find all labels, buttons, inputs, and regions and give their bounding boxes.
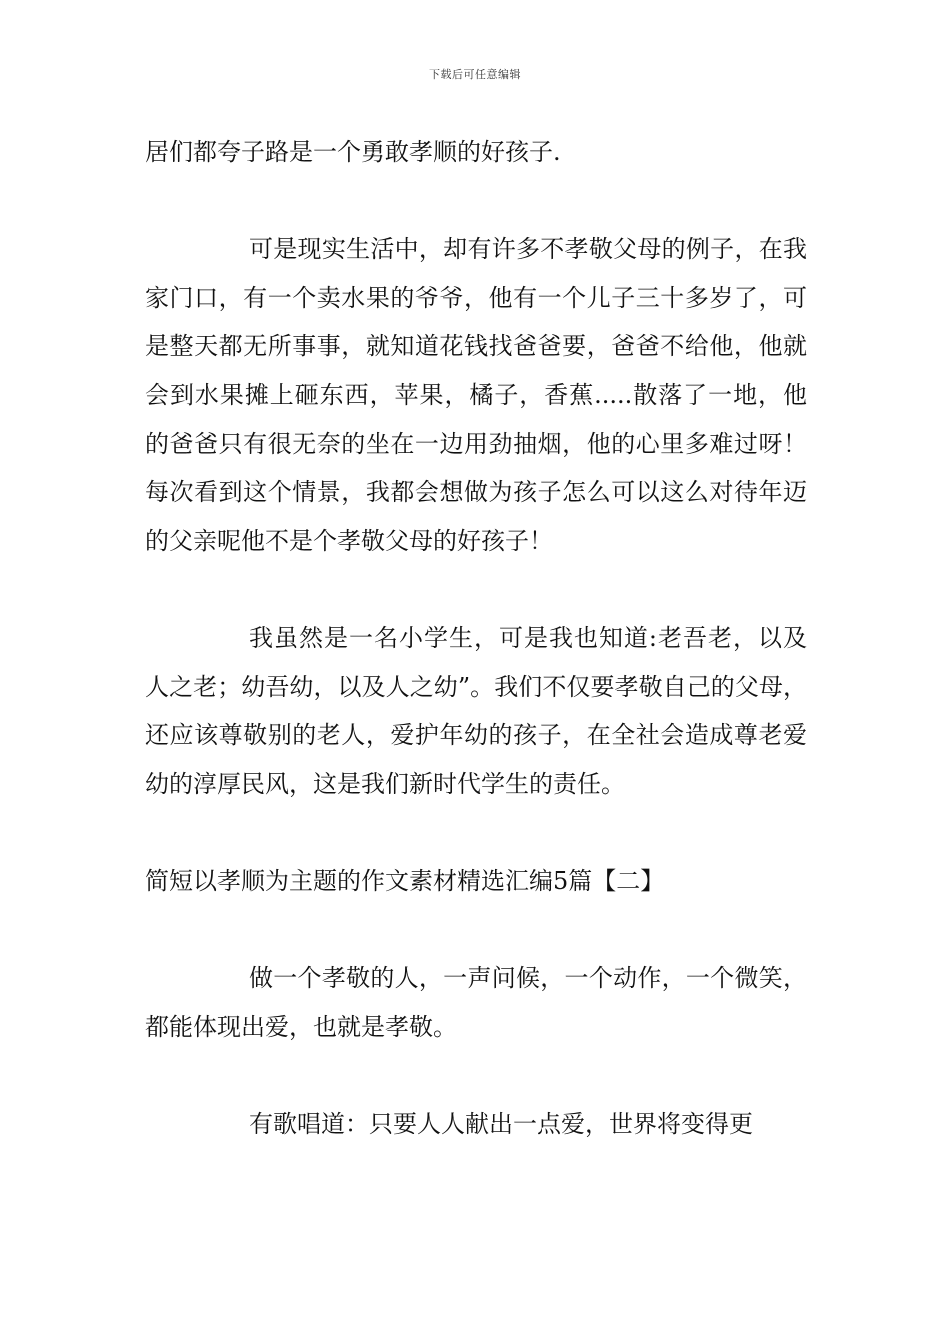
- paragraph-spacer: [145, 565, 807, 614]
- paragraph-spacer: [145, 177, 807, 226]
- section-title: 简短以孝顺为主题的作文素材精选汇编5篇【二】: [145, 866, 665, 895]
- paragraph-spacer: [145, 808, 807, 857]
- paragraph-spacer: [145, 906, 807, 955]
- paragraph-5: 有歌唱道：只要人人献出一点爱，世界将变得更: [249, 1109, 753, 1138]
- page-header-note: 下载后可任意编辑: [429, 68, 521, 81]
- paragraph-2: 可是现实生活中，却有许多不孝敬父母的例子，在我家门口，有一个卖水果的爷爷，他有一个儿子三十多岁了，可是整天都无所事事，就知道花钱找爸爸要，爸爸不给他，他就会到水果摊上砸东西，苹果，橘子，香蕉.....散落了一地，他的爸爸只有很无奈的坐在一边用劲抽烟，他的心里多难过呀！每次看到这个情景，我都会想做为孩子怎么可以这么对待年迈的父亲呢他不是个孝敬父母的好孩子！: [145, 235, 807, 555]
- paragraph-4: 做一个孝敬的人，一声问候，一个动作，一个微笑，都能体现出爱，也就是孝敬。: [145, 964, 807, 1041]
- paragraph-3: 我虽然是一名小学生，可是我也知道:老吾老，以及人之老；幼吾幼，以及人之幼”。我们不仅要孝敬自己的父母，还应该尊敬别的老人，爱护年幼的孩子，在全社会造成尊老爱幼的淳厚民风，这是我们新时代学生的责任。: [145, 623, 807, 798]
- paragraph-spacer: [145, 1051, 807, 1100]
- paragraph-1: 居们都夸子路是一个勇敢孝顺的好孩子.: [145, 138, 561, 166]
- document-body: [145, 128, 807, 1148]
